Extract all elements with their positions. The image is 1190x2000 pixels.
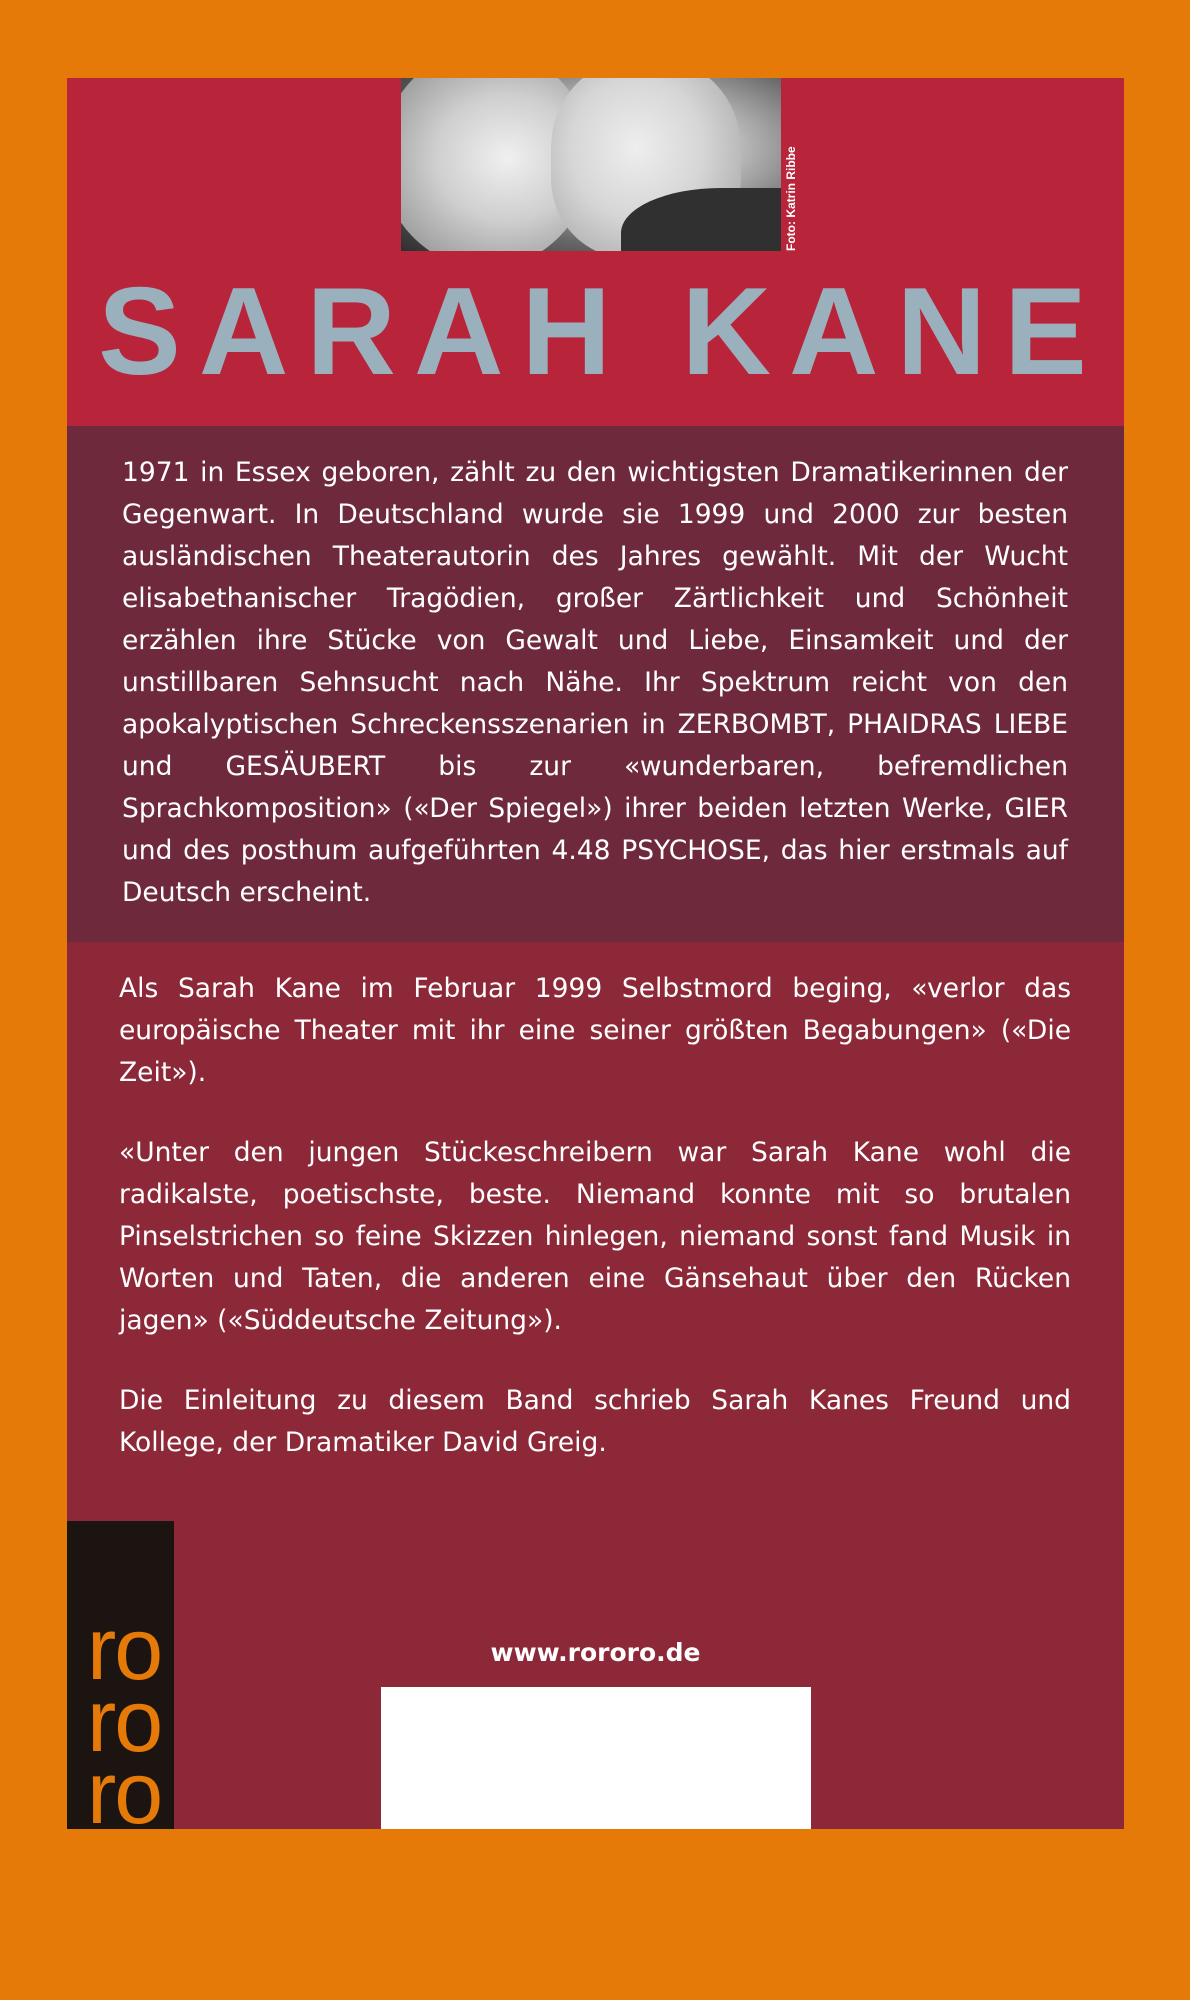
author-photo bbox=[401, 78, 781, 251]
blurb-paragraph: Die Einleitung zu diesem Band schrieb Sarah Kanes Freund und Kollege, der Dramatiker David Greig. bbox=[119, 1385, 1071, 1458]
header-band bbox=[67, 78, 1124, 426]
barcode-area bbox=[381, 1687, 811, 1829]
logo-line: ro bbox=[87, 1743, 162, 1829]
blurb-paragraph: Als Sarah Kane im Februar 1999 Selbstmord beging, «verlor das europäische Theater mit ihr eine seiner größten Begabungen» («Die Zeit»). bbox=[119, 973, 1071, 1088]
publisher-url[interactable]: www.rororo.de bbox=[490, 1638, 701, 1667]
photo-credit: Foto: Katrin Ribbe bbox=[784, 146, 798, 251]
logo-line: ro bbox=[87, 1599, 162, 1698]
intro-paragraph: 1971 in Essex geboren, zählt zu den wichtigsten Dramatikerinnen der Gegenwart. In Deutschland wurde sie 1999 und 2000 zur besten ausländischen Theaterautorin des Jahres gewählt. Mit der Wucht elisabethanischer Tragödien, großer Zärtlichkeit und Schönheit erzählen ihre Stücke von Gewalt und Liebe, Einsamkeit und der unstillbaren Sehnsucht nach Nähe. Ihr Spektrum reicht von den apokalyptischen Schreckensszenarien in ZERBOMBT, PHAIDRAS LIEBE und GESÄUBERT bis zur «wunderbaren, befremdlichen Sprachkomposition» («Der Spiegel») ihrer beiden letzten Werke, GIER und des posthum aufgeführten 4.48 PSYCHOSE, das hier erstmals auf Deutsch erscheint. bbox=[122, 457, 1068, 908]
blurb-text bbox=[119, 968, 1071, 1502]
logo-line: ro bbox=[87, 1671, 162, 1770]
book-back-cover bbox=[67, 78, 1124, 1829]
blurb-paragraph: «Unter den jungen Stückeschreibern war Sarah Kane wohl die radikalste, poetischste, beste. Niemand konnte mit so brutalen Pinselstrichen so feine Skizzen hinlegen, niemand sonst fand Musik in Worten und Taten, die anderen eine Gänsehaut über den Rücken jagen» («Süddeutsche Zeitung»). bbox=[119, 1137, 1071, 1336]
rororo-logo bbox=[67, 1521, 174, 1829]
author-name: SARAH KANE bbox=[98, 263, 1105, 401]
intro-band bbox=[67, 426, 1124, 942]
